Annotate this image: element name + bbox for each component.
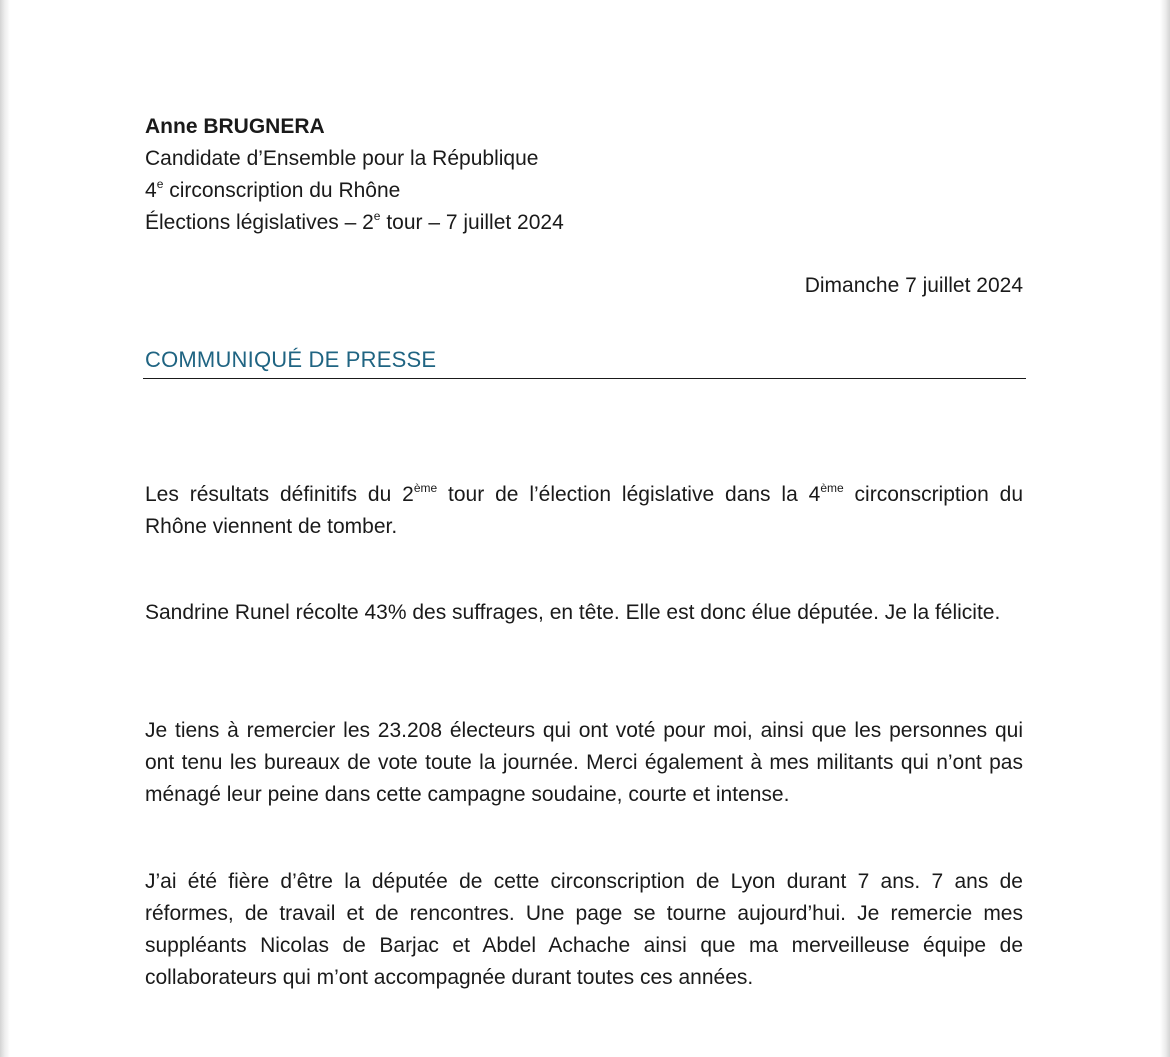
- page-edge-left: [0, 0, 10, 1057]
- p1-text-c: circonscription du Rhône viennent de tomber.: [145, 483, 1023, 538]
- page-edge-right: [1160, 0, 1170, 1057]
- district-number: 4: [145, 179, 157, 202]
- paragraph-results: [145, 479, 1023, 543]
- election-text-end: tour – 7 juillet 2024: [380, 211, 564, 234]
- release-date: Dimanche 7 juillet 2024: [804, 274, 1023, 297]
- author-role: Candidate d’Ensemble pour la République: [145, 147, 539, 170]
- election-line: [145, 207, 564, 239]
- p1-text-a: Les résultats définitifs du 2: [145, 483, 414, 506]
- p1-superscript-2: ème: [820, 481, 844, 495]
- district-line: [145, 175, 400, 207]
- section-title: COMMUNIQUÉ DE PRESSE: [145, 347, 437, 372]
- paragraph-farewell: J’ai été fière d’être la députée de cette circonscription de Lyon durant 7 ans. 7 ans de réformes, de travail et de rencontres. Une page se tourne aujourd’hui. Je remercie mes suppléants Nicolas de Barjac et Abdel Achache ainsi que ma merveilleuse équipe de collaborateurs qui m’ont accompagnée durant toutes ces années.: [145, 870, 1023, 989]
- p1-text-b: tour de l’élection législative dans la 4: [437, 483, 821, 506]
- district-text: circonscription du Rhône: [163, 179, 401, 202]
- district-superscript: e: [156, 177, 164, 191]
- paragraph-thanks: Je tiens à remercier les 23.208 électeurs qui ont voté pour moi, ainsi que les personnes qui ont tenu les bureaux de vote toute la journée. Merci également à mes militants qui n’ont pas ménagé leur peine dans cette campagne soudaine, courte et intense.: [145, 719, 1023, 806]
- paragraph-winner: Sandrine Runel récolte 43% des suffrages, en tête. Elle est donc élue députée. Je la félicite.: [145, 601, 1001, 624]
- title-underline: [143, 378, 1026, 379]
- election-superscript: e: [373, 209, 381, 223]
- author-name: Anne BRUGNERA: [145, 115, 325, 138]
- election-text-start: Élections législatives – 2: [145, 211, 374, 234]
- press-release-page: [145, 0, 1025, 1057]
- p1-superscript-1: ème: [413, 481, 438, 495]
